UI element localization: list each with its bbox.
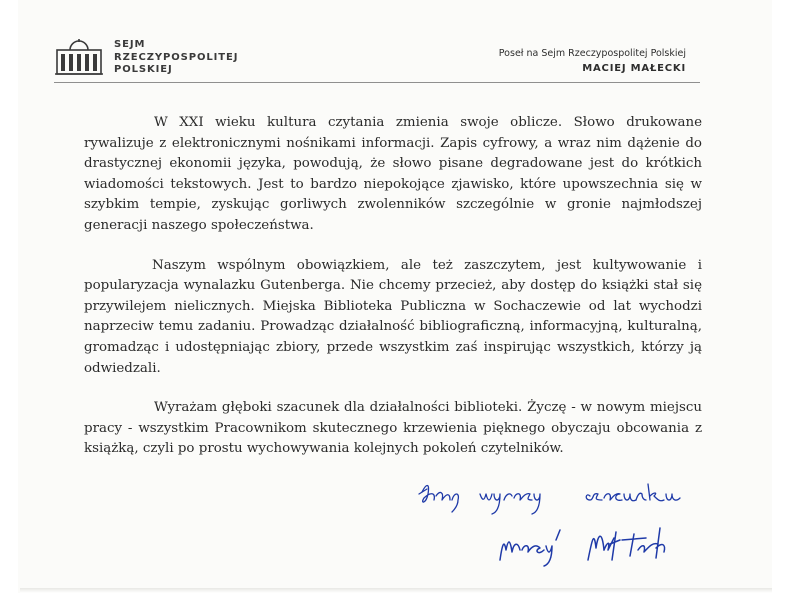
handwritten-closing (414, 470, 704, 518)
institution-line: POLSKIEJ (114, 64, 173, 75)
letter-page (18, 0, 772, 593)
handwritten-signature-image (496, 520, 696, 570)
scan-bottom-edge (20, 588, 772, 593)
institution-line: RZECZYPOSPOLITEJ (114, 51, 239, 63)
institution-line: SEJM (114, 39, 146, 50)
paragraph: Wyrażam głęboki szacunek dla działalności biblioteki. Życzę - w nowym miejscu pracy - wszystkim Pracownikom skutecznego krzewienia pięknego obyczaju obcowania z książką, czyli po prostu wychowywania kolejnych pokoleń czytelników. (84, 400, 702, 457)
handwritten-signature (496, 520, 696, 570)
institution-name (114, 39, 238, 77)
handwritten-closing-image (414, 470, 704, 518)
paragraph: W XXI wieku kultura czytania zmienia swoje oblicze. Słowo drukowane rywalizuje z elektronicznymi nośnikami informacji. Zapis cyfrowy, a wraz nim dążenie do drastycznej ekonomii języka, powodują, że słowo pisane degradowane jest do krótkich wiadomości tekstowych. Jest to bardzo niepokojące zjawisko, które upowszechnia się w szybkim tempie, zyskując gorliwych zwolenników szczególnie w gronie najmłodszej generacji naszego społeczeństwa. (84, 115, 702, 233)
letter-body (84, 113, 702, 479)
header-divider (54, 82, 700, 83)
sender-name: MACIEJ MAŁECKI (582, 63, 686, 74)
sender-block (499, 46, 686, 76)
sejm-building-logo-icon (54, 36, 104, 78)
sender-role: Poseł na Sejm Rzeczypospolitej Polskiej (498, 48, 686, 59)
paragraph: Naszym wspólnym obowiązkiem, ale też zaszczytem, jest kultywowanie i popularyzacja wynalazku Gutenberga. Nie chcemy przecież, aby dostęp do książki stał się przywilejem nielicznych. Miejska Biblioteka Publiczna w Sochaczewie od lat wychodzi naprzeciw temu zadaniu. Prowadząc działalność bibliograficzną, informacyjną, kulturalną, gromadząc i udostępniając zbiory, przede wszystkim zaś inspirując wszystkich, którzy ją odwiedzali. (84, 257, 702, 376)
